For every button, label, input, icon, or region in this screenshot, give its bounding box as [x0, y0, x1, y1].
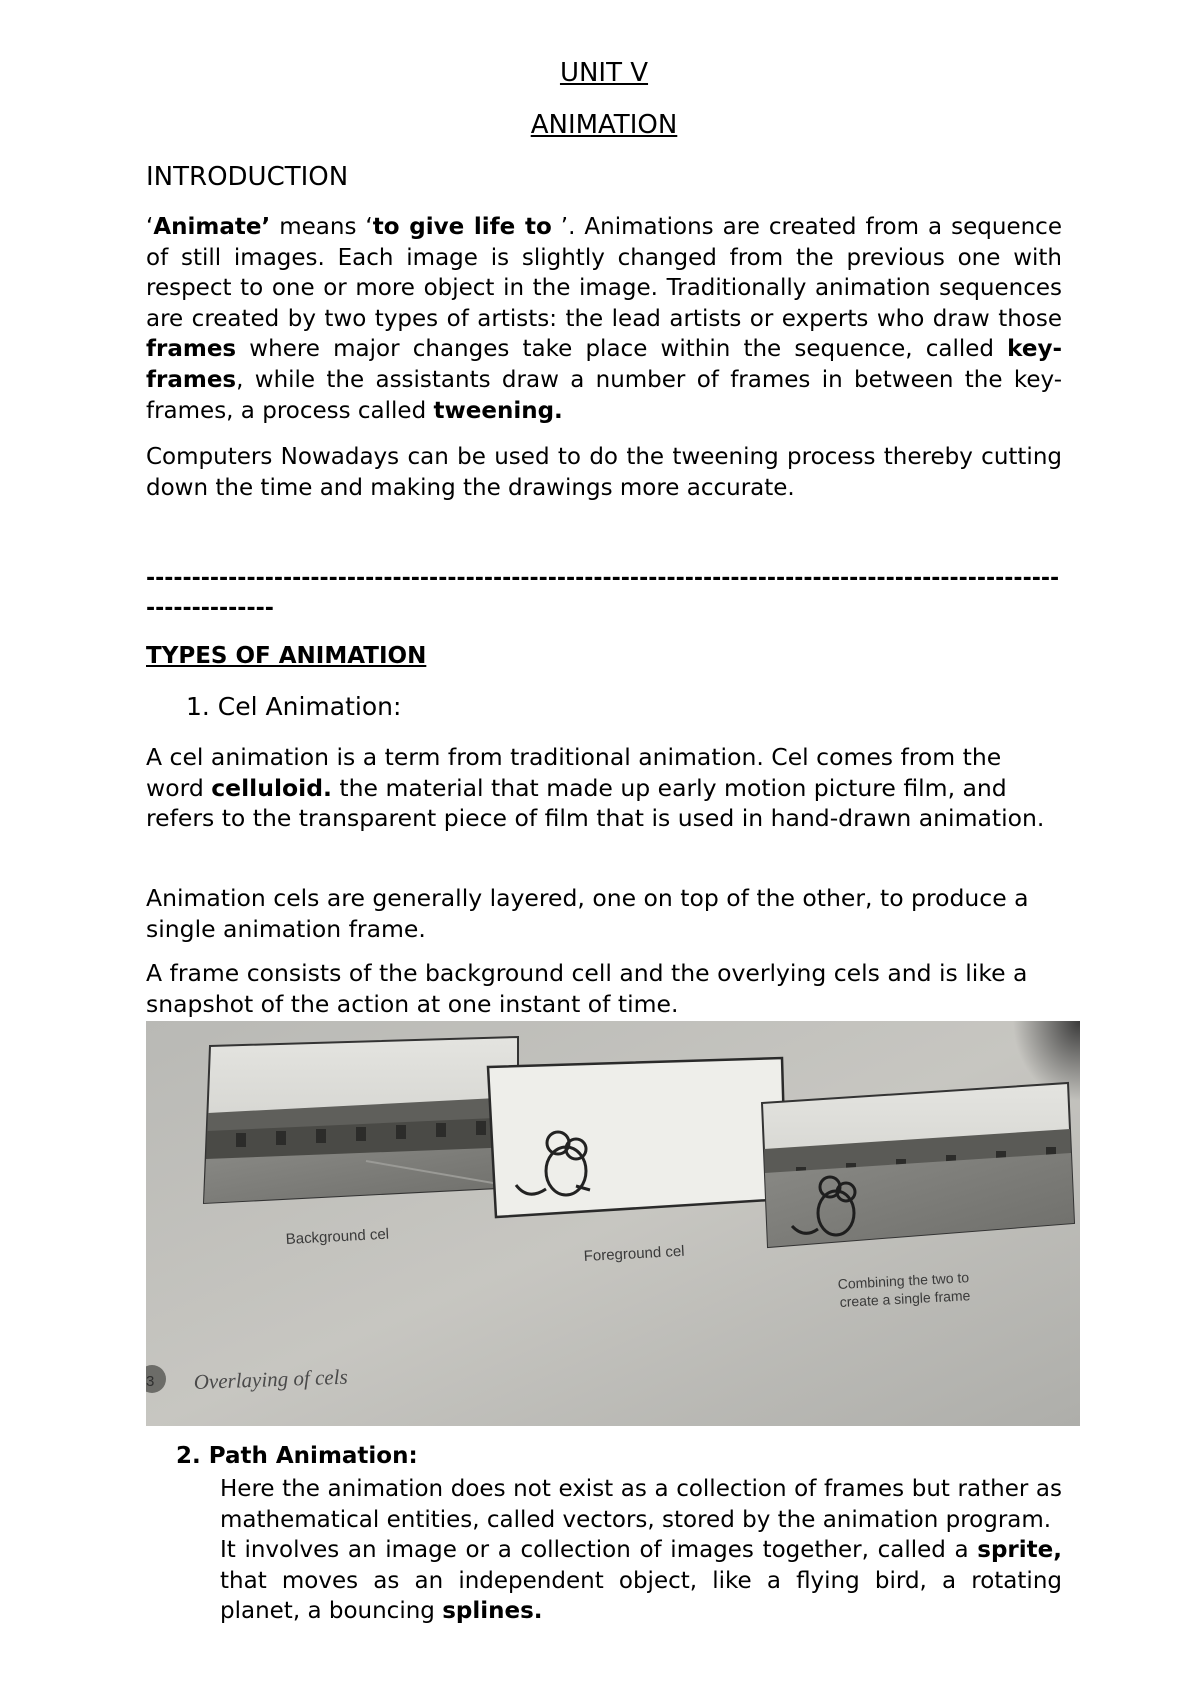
combined-caption-line2: create a single frame [839, 1287, 971, 1310]
term-give-life: to give life to [372, 214, 552, 240]
figure-title: Overlaying of cels [193, 1364, 349, 1394]
text-span: the material that made up early motion picture film, and refers to the transparent piece of film that is used in hand-drawn animation. [146, 773, 1045, 833]
text-span: It involves an image or a collection of images together, called a [220, 1537, 978, 1564]
term-celluloid: celluloid. [211, 773, 332, 802]
term-keyframes: key-frames [146, 336, 1062, 393]
unit-title: UNIT V [559, 58, 649, 88]
text-span: ’. Animations are created from a sequence of still images. Each image is slightly changed from the previous one with respect to one or more object in the image. Traditionally animation sequences are created by two types of artists: the lead artists or experts who draw those [146, 214, 1062, 332]
term-splines: splines. [442, 1598, 543, 1625]
text-span: , while the assistants draw a number of frames in between the key-frames, a process called [146, 366, 1062, 424]
computers-paragraph: Computers Nowadays can be used to do the tweening process thereby cutting down the time and making the drawings more accurate. [146, 444, 1062, 501]
combined-caption-line1: Combining the two to [837, 1269, 970, 1292]
term-frames: frames [146, 336, 237, 363]
overlaying-cels-photo [146, 1021, 1080, 1426]
cel-paragraph-2: Animation cels are generally layered, one on top of the other, to produce a single animation frame. [146, 884, 1029, 943]
text-span: means ‘ [270, 214, 373, 240]
text-span: that moves as an independent object, like a flying bird, a rotating planet, a bouncing [220, 1567, 1062, 1625]
term-animate: Animate’ [153, 214, 271, 240]
section-divider: ------------------------------------------------------------------------------------------------------------------ [146, 566, 1060, 621]
cel-animation-heading: 1. Cel Animation: [186, 692, 402, 721]
term-sprite: sprite, [977, 1537, 1062, 1564]
text-span: A cel animation is a term from traditional animation. Cel comes from the word [146, 743, 1002, 802]
path-animation-body [220, 1474, 1062, 1627]
introduction-heading: INTRODUCTION [146, 162, 349, 192]
text-span: where major changes take place within the sequence, called [236, 336, 1008, 363]
combined-cel [762, 1083, 1074, 1247]
quote-mark: ‘ [146, 214, 154, 240]
types-heading: TYPES OF ANIMATION [146, 643, 427, 669]
path-paragraph-1: Here the animation does not exist as a collection of frames but rather as mathematical entities, called vectors, stored by the animation program. [220, 1476, 1062, 1533]
foreground-cel-caption: Foreground cel [583, 1242, 685, 1265]
introduction-paragraph [146, 212, 1062, 426]
cel-paragraph-3: A frame consists of the background cell and the overlying cels and is like a snapshot of the action at one instant of time. [146, 959, 1028, 1018]
figure-number: 3 [146, 1373, 155, 1390]
cel-paragraph-1 [146, 742, 1062, 834]
topic-title: ANIMATION [530, 110, 678, 140]
photo-svg [146, 1021, 1080, 1426]
path-paragraph-2 [220, 1535, 1062, 1627]
background-cel [204, 1037, 518, 1203]
background-cel-caption: Background cel [285, 1225, 390, 1248]
term-tweening: tweening. [433, 397, 563, 424]
path-animation-heading: 2. Path Animation: [176, 1443, 418, 1469]
foreground-cel [488, 1058, 786, 1217]
